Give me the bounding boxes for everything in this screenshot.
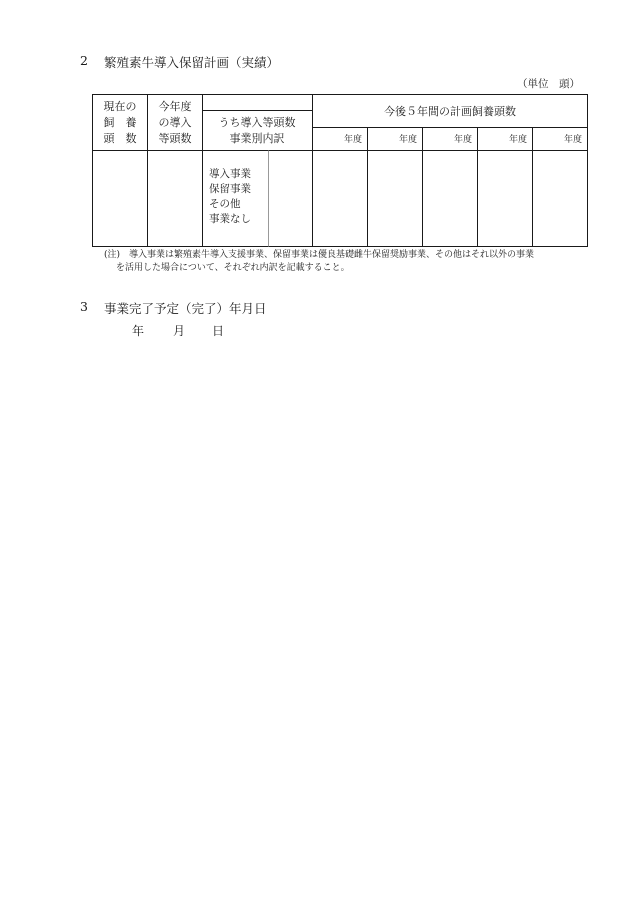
breakdown-item-introduction: 導入事業 <box>209 168 251 180</box>
year-label-5: 年度 <box>563 135 582 145</box>
section-2-number: 2 <box>80 53 88 68</box>
section-2-title: 繁殖素牛導入保留計画（実績） <box>104 55 280 70</box>
header-thisyear-line2: の導入 <box>158 116 192 129</box>
note-line-2: を活用した場合について、それぞれ内訳を記載すること。 <box>116 263 350 273</box>
section-3-title: 事業完了予定（完了）年月日 <box>104 301 267 316</box>
header-thisyear-line3: 等頭数 <box>158 132 192 145</box>
breakdown-item-other: その他 <box>209 198 241 210</box>
year-label-1: 年度 <box>343 135 362 145</box>
section-3-number: 3 <box>80 299 88 314</box>
header-current-line1: 現在の <box>103 100 137 113</box>
header-breakdown-line1: うち導入等頭数 <box>218 116 296 129</box>
header-thisyear-line1: 今年度 <box>158 100 192 113</box>
note-line-1: (注) 導入事業は繁殖素牛導入支援事業、保留事業は優良基礎雌牛保留奨励事業、その他はそれ以外の事業 <box>104 250 535 260</box>
header-breakdown-line2: 事業別内訳 <box>229 132 285 145</box>
year-label-4: 年度 <box>508 135 527 145</box>
breakdown-item-none: 事業なし <box>209 213 251 225</box>
header-current-line3: 頭 数 <box>103 132 137 145</box>
breakdown-item-retention: 保留事業 <box>209 183 251 195</box>
date-month-label: 月 <box>173 324 186 338</box>
date-year-label: 年 <box>132 324 145 338</box>
year-label-3: 年度 <box>453 135 472 145</box>
year-label-2: 年度 <box>398 135 417 145</box>
header-current-line2: 飼 養 <box>103 116 137 129</box>
date-day-label: 日 <box>212 324 225 338</box>
header-plan: 今後５年間の計画飼養頭数 <box>384 105 516 118</box>
unit-label: （単位 頭） <box>517 78 580 90</box>
